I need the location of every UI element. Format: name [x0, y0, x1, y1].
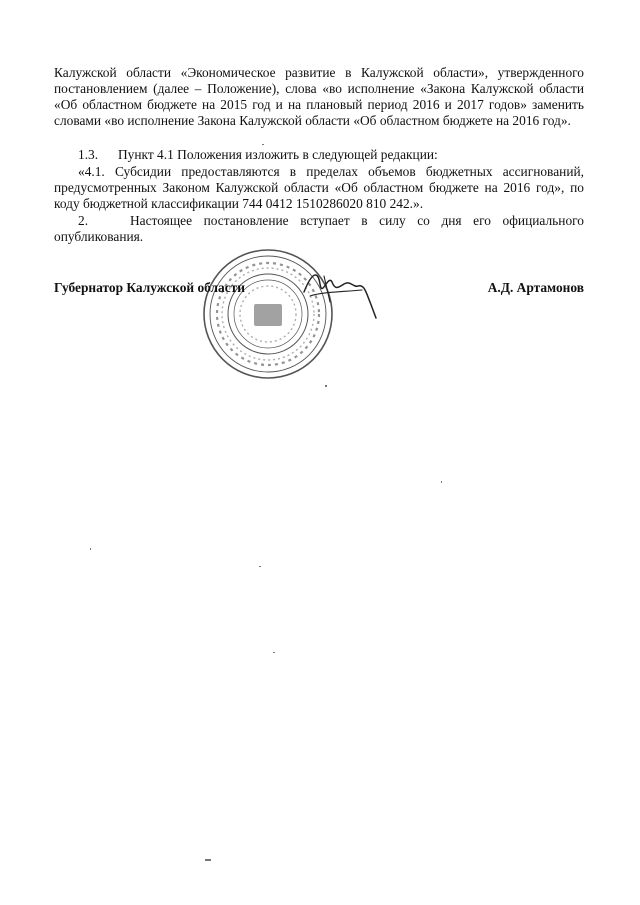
- scan-speck: [441, 481, 442, 483]
- scan-speck: [325, 385, 327, 387]
- paragraph-item-1-3: [54, 147, 584, 163]
- item-1-3-text: Пункт 4.1 Положения изложить в следующей редакции:: [118, 147, 438, 162]
- paragraph-item-2: [54, 213, 584, 245]
- signer-position-title: Губернатор Калужской области: [54, 280, 245, 295]
- signer-name: А.Д. Артамонов: [487, 280, 584, 295]
- scan-speck: [273, 652, 275, 653]
- item-4-1-text: «4.1. Субсидии предоставляются в пределах объемов бюджетных ассигнований, предусмотренных Законом Калужской области «Об областном бюджете на 2016 год», по коду бюджетной классификации 744 0412 1510286020 810 242.».: [54, 164, 584, 211]
- paragraph-item-4-1: [54, 164, 584, 212]
- scan-speck: [262, 144, 264, 145]
- item-2-number: 2.: [78, 213, 89, 228]
- signature-block: [54, 280, 584, 300]
- scan-speck: [259, 566, 261, 567]
- item-2-text: Настоящее постановление вступает в силу со дня его официального опубликования.: [54, 213, 584, 244]
- paragraph-intro-text: Калужской области «Экономическое развитие в Калужской области», утвержденного постановлением (далее – Положение), слова «во исполнение «Закона Калужской области «Об областном бюджете на 2015 год и на плановый период 2016 и 2017 годов» заменить словами «во исполнение Закона Калужской области «Об областном бюджете на 2016 год».: [54, 65, 584, 128]
- scan-speck: [205, 859, 211, 861]
- scan-speck: [90, 548, 91, 550]
- item-1-3-number: 1.3.: [78, 147, 99, 162]
- paragraph-intro: [54, 65, 584, 129]
